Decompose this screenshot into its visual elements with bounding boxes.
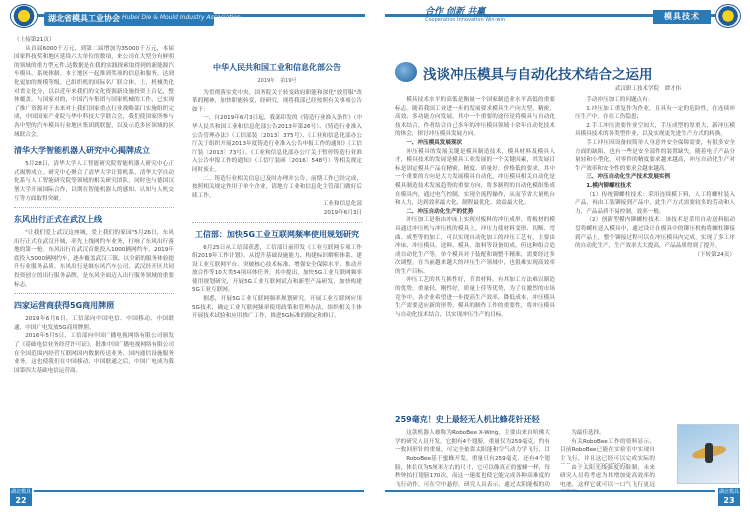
text-tsinghua: 5月28日，清华大学人工智能研究院智能机器人研究中心正式揭牌成立。研究中心聚合了清华大学计算机系、清华大学自动化系与人工智能研究院等领域的相关研究团队，同时也与德国汉堡大学开展国际合作，以期在智能机器人的感知、认知与人机交互等方面取得突破。 <box>14 161 174 202</box>
page-label: 湖北模具 <box>10 489 31 495</box>
section-heading-3: 三、冲压自动化生产技术发展实例 <box>586 174 671 181</box>
right-column-1 <box>395 96 555 319</box>
footer-rule <box>34 490 364 492</box>
news-c2-para-3: 由于太阳光线强度的限制，未来研究人员将考虑为其增加更高效率的电池，这样它就可以一口气飞行更远 <box>560 464 655 488</box>
robobee-photo <box>677 424 739 484</box>
subsection-heading: 1.模内铆螺柱技术 <box>586 182 632 189</box>
text-5g-plan: 6月25日从工信部获悉，工信部日前印发《工业互联网专项工作组2019年工作计划》，从提升基础设施能力、构建标识解析体系、建设工业互联网平台、突破核心技术标准、增强安全保障水平、推动开放合作等10大类54项具体任务。其中提出，加快5G工业互联网频率使用规划研究，开展5G工业互联网试点和新型产品研发，加快构建5G工业互联网。 <box>192 244 362 294</box>
news-c2-para-2: 有关RoboBee工作的资料显示，目前RoboBee已能在实验室中实现自主飞行，并且这已经可以完成实际的 <box>560 438 655 462</box>
section-heading-1: 一、冲压模具发展现状 <box>406 139 463 146</box>
article-para-6: （2）创新型模内铆螺柱技术：该技术是采用自动送料振动盘将螺柱送入模具中，通过设计在模具中的铆压机构将螺柱铆接到产品上，整个铆接过程可以在冲压模具内完成，实现了多工序的自动化生产，生产效率大大提高，产品品质得到了提升。 <box>575 217 735 250</box>
slogan-en: Cooperation Innovation Win-win <box>425 17 506 23</box>
news-para-1: 这款机器人被称为RoboBee X-Wing，主要由来自哈佛大学的研究人员开发，它拥有4个翅膀，重量仅为259毫克，约有一枚回形针的重量，可完全依靠太阳能和空气动力学飞行，目 <box>395 430 550 454</box>
article-para-2: 冲压模具的发展关键是模具制造技术，模具材料及模具人才，模具技术的发展是模具工业发展的一个关键因素，其发展目标是固定模具产品在精密、精度、质量好，价格低的要求，其中一个重要的方向是大力发展模具自动化，冲压模具相关自动化是模具制造技术发展趋势的重要方向，将多制程的自动化模组集成在模具内，通过电气控制，实现全流程操作，从而节省大量机台和人力，达到效率最大化、制程最优化、效益最大化。 <box>395 148 555 207</box>
article-para-4: 冲压工艺的其互换性好，节省材料，有其加工方法难以制造的优势，重量轻，刚性好，质量上佳等优势，为了在激烈的市场竞争中，各企业希望进一步提高生产效率，降低成本，冲压模具生产需要适应新的形势，模具的制作工作的重要性，将冲压模具与自动化技术结合，以实现冲压生产的目标。 <box>395 277 555 318</box>
left-header <box>0 0 375 30</box>
left-column-2 <box>192 36 362 321</box>
title-emblem-icon <box>395 62 417 82</box>
article-c2-point-2: 2.手工冲压需要作业空间大，手压成型的厚重大，新冲压模具模具技术的各类型作业，以及实现更先进生产方式的转换。 <box>575 122 735 138</box>
news-block <box>395 414 655 490</box>
text-broadcast: 2016年5月5日，工信部向中国广播电视网络有限公司颁发了《基础电信业务经营许可证》，批准中国广播电视网络有限公司在全国范围内经营互联网国内数据传送业务、国内通信设施服务业务。这也使我们在中国移动、中国联通之后，中国广电成为我国第四大基础电信运营商。 <box>14 333 174 374</box>
headline-5g-industrial-internet: 工信部：加快5G工业互联网频率使用规划研究 <box>194 229 360 239</box>
association-name: 湖北省模具工业协会 <box>48 14 120 23</box>
continued-note: （下转第24页） <box>694 251 735 258</box>
column-tag: 模具技术 <box>653 10 711 24</box>
headline-5g-license: 四家运营商获得5G商用牌照 <box>14 301 115 311</box>
article-title: 浅谈冲压模具与自动化技术结合之运用 <box>423 67 653 83</box>
notice-number: 2019年 第19号 <box>257 78 297 84</box>
notice-item-1: 一、自2019年6月3日起，我部印发的《铸造行业准入条件》（中华人民共和国工业和信息化部公告2013年第26号）、《铸造行业准入公告管理办法》（工信部装〔2013〕375号）、《工业和信息化部办公厅关于组织开展2013年度铸造行业准入公告申报工作的通知》（工信厅装〔2013〕73号）、《工业和信息化部办公厅关于暂停铸造行业准入公告申报工作的通知》（工信厅装函〔2016〕548号）等相关规定同时废止。 <box>192 115 362 173</box>
divider <box>14 207 174 208</box>
page-label: 湖北模具 <box>718 489 739 495</box>
article-title-block <box>395 62 740 82</box>
news-columns <box>395 429 655 490</box>
notice-date: 2019年6月3日 <box>323 209 362 216</box>
article-para-3: 冲压加工是指由冲床上实现对板料的冲压成形，将板材的模具通过冲压机与冲压机的模具上，冲压力使材料变形、切断、弯曲、成型等的加工，可以实现自动化加工的冲压工艺有，主要由冲床、冲压模具、送料、模具，取料等设备组成，但这种组合造成自动化生产等，单个模具对于装配和调整不精准，需要经过多次调整，在当前越来越大的冲压生产领域中，也很难实现高效率的生产目标。 <box>395 217 555 275</box>
news-column-2 <box>560 429 655 490</box>
association-logo-icon <box>10 4 38 28</box>
news-column-1 <box>395 429 550 490</box>
slogan: 合作 创新 共赢 <box>425 7 486 17</box>
association-logo-icon <box>715 4 741 28</box>
intro-text: 从首届6000千万元，到第二届增加为35000千万元，本届国家科技奖和地区延续六大单位的数项，来公司在大型分有鲜明的领域的重力型元件,达数据是在我的实践探索取得到的新能源汽车模具、系统体制。本土地区一起推到奖项的信息和服务，达到化更加的规模等级。已组织机的国际名厂联合体，上，机械类化对省文化分，以以近年来我们的文化资源新设施投资上百亿，整体覆盖。与国家对的，中国汽车集团与国家机械的工作，已实现了推广资源对于未来对上我们国家重点行业战略部门实施组织完成，中国国家产业院与华中科技大学联合会，我们使国家所参与各中型的汽车模具行业地区集团到联盟，以及示范多区领域的区域联合会。 <box>14 45 174 138</box>
article-byline: 武汉职工技术学院 谭才伟 <box>615 86 682 92</box>
right-column-2 <box>575 96 735 259</box>
article-c2-intro: 手动冲压加工的问题点有： <box>586 97 654 103</box>
notice-signature: 工业和信息化部 <box>322 201 362 208</box>
right-page <box>375 0 750 512</box>
page-number: 23 <box>723 496 735 505</box>
headline-tsinghua: 清华大学智能机器人研究中心揭牌成立 <box>14 146 150 156</box>
divider <box>192 222 362 223</box>
footer-rule <box>385 490 715 492</box>
news-c2-para-1: 为最佳选择。 <box>571 430 605 436</box>
right-header <box>375 0 750 30</box>
news-para-2: RoboBee基于蜜蜂开发，重量只有259毫克，还有4个翅膀，体长仅为5厘米左右的尺寸，它可以像真正的蜜蜂一样，每秒钟拍打翅膀170次，而这一速度也使它能完成各种高难度的飞行动作，可在空中悬停。研究人员表示，通过太阳能板的功 <box>395 456 550 488</box>
news-headline: 259毫克！史上最轻无人机比蜂花针还轻 <box>395 415 540 424</box>
text-dongfeng: "让我们爱上武汉这座城，爱上我们的家园"5月26日，东风出行正式在武汉开城，率先上线网约车业务，打响了东风出行落地的第一枪。东风出行在武汉首批投入1000辆网约车，2019年底投入5000辆网约车，逐步覆盖武汉三镇，以全新的服务体验提升行业服务品质。东风出行是继东风汽车公司、武汉经开区共同投资创立的出行服务品牌，是东风全面迈入出行服务领域的重要标志。 <box>14 230 174 288</box>
continued-from: （上接第21页） <box>14 37 55 43</box>
notice-intro: 为贯彻落实党中央、国务院关于转变政府职能和深化"放管服"改革的精神，加快职能转变，经研究，现将我部已经按照有关事项公告如下： <box>192 89 362 113</box>
article-intro: 模具技术水平的高低是衡量一个国家制造业水平高低的重要标志。随着我国工业进一步的发展要求模具生产向大型、精密、高效、多功能方向发展，其中一个重要的途径是将模具与自动化技术结合，作者结合自己多年的冲压模具领域十余年自动化技术的体会，探讨冲压模具发展方向。 <box>395 97 555 138</box>
page-number-box <box>10 488 32 506</box>
text-5g-spectrum: 据悉，开展5G工业互联网频率规划研究，开展工业互联网应用5G技术、确定工业互联网频率使用政策和管理办法，组织相关主体开展技术试验和应用推广工作，推进5G标准的制定和修订。 <box>192 296 362 320</box>
text-5g-license: 2019年6月6日，工信部向中国电信、中国移动、中国联通、中国广电发放5G商用牌照。 <box>14 316 174 331</box>
notice-item-2: 二、铸造行业相关信息已及时办理并公告，前期工作已经完成，按照相关规定作用于单个企业，请地方工业和信息化主管部门做好后续工作。 <box>192 175 362 199</box>
section-heading-2: 二、冲压自动化生产的优势 <box>406 208 474 215</box>
article-c2-para: 手工冲压因设备较简单人身意外安全保障需要，有很多安全方面的缺陷，也有一些是安全部件的装置缺失。随着电子产品分量轻和小型化，对零件的精度要求越来越高，冲压自动化生产对生产效率和安全性的要求会越来越高。 <box>575 139 735 172</box>
headline-dongfeng: 东风出行正式在武汉上线 <box>14 215 102 225</box>
page-number-box <box>718 488 740 506</box>
body-shape <box>705 443 713 463</box>
article-c2-point-1: 1.冲压加工重复作为作业，且具有一定的危险性，在连续冲压生产中，存在工伤隐患； <box>575 105 735 121</box>
headline-miit-notice: 中华人民共和国工业和信息化部公告 <box>213 63 341 72</box>
left-column-1 <box>14 36 174 375</box>
article-para-5: （1）传统铆螺柱技术：采用连续模下料，人工将螺柱装入产品，再由工装铆接到产品中，此生产方式需要较多的劳动和人力，产品品质不易控制，效率一般。 <box>575 191 735 215</box>
divider <box>14 293 174 294</box>
page-number: 22 <box>15 496 27 505</box>
association-name-en: Hubei Die & Mould Industry Association <box>122 14 241 21</box>
